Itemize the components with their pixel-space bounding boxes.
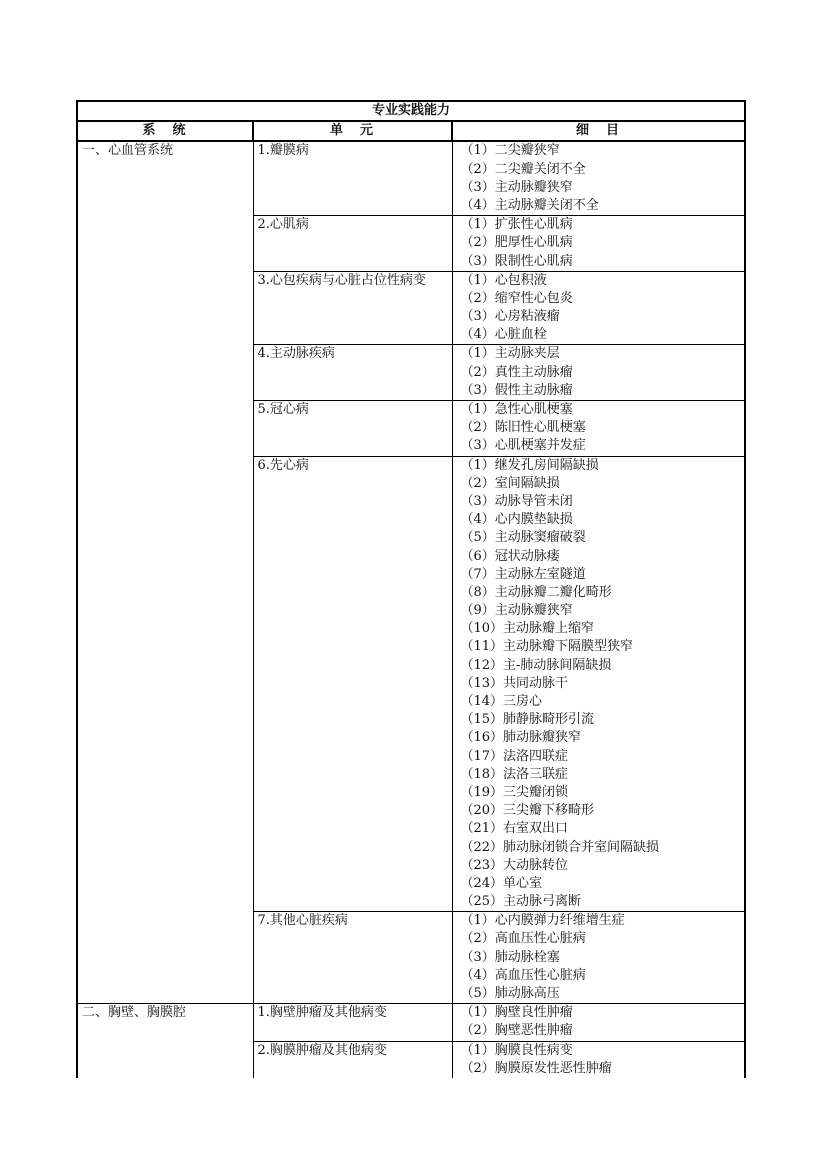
detail-item: （1）主动脉夹层 bbox=[460, 346, 560, 362]
detail-item: （5）主动脉窦瘤破裂 bbox=[460, 530, 586, 546]
detail-item: （7）主动脉左室隧道 bbox=[460, 566, 586, 582]
unit-cell: 1.瓣膜病 bbox=[253, 141, 452, 215]
detail-item: （4）高血压性心脏病 bbox=[460, 967, 586, 983]
detail-cell bbox=[452, 456, 745, 912]
syllabus-table bbox=[76, 100, 746, 1078]
header-unit: 单 元 bbox=[253, 121, 452, 141]
detail-item: （10）主动脉瓣上缩窄 bbox=[460, 621, 595, 637]
detail-cell bbox=[452, 141, 745, 215]
detail-item: （19）三尖瓣闭锁 bbox=[460, 784, 569, 800]
detail-cell bbox=[452, 1041, 745, 1078]
detail-cell bbox=[452, 271, 745, 345]
detail-item: （3）心房粘液瘤 bbox=[460, 309, 560, 325]
detail-item: （1）二尖瓣狭窄 bbox=[460, 143, 560, 159]
detail-item: （1）心包积液 bbox=[460, 272, 547, 288]
detail-item: （20）三尖瓣下移畸形 bbox=[460, 803, 595, 819]
unit-cell: 4.主动脉疾病 bbox=[253, 345, 452, 401]
detail-item: （15）肺静脉畸形引流 bbox=[460, 712, 595, 728]
detail-item: （1）扩张性心肌病 bbox=[460, 217, 573, 233]
detail-item: （3）假性主动脉瘤 bbox=[460, 382, 573, 398]
detail-item: （2）真性主动脉瘤 bbox=[460, 364, 573, 380]
detail-item: （21）右室双出口 bbox=[460, 821, 569, 837]
detail-item: （1）继发孔房间隔缺损 bbox=[460, 457, 599, 473]
unit-cell: 3.心包疾病与心脏占位性病变 bbox=[253, 271, 452, 345]
detail-item: （12）主-肺动脉间隔缺损 bbox=[460, 657, 612, 673]
syllabus-sheet bbox=[76, 100, 744, 1078]
detail-item: （2）胸膜原发性恶性肿瘤 bbox=[460, 1060, 612, 1076]
detail-cell bbox=[452, 345, 745, 401]
header-detail: 细 目 bbox=[452, 121, 745, 141]
detail-item: （24）单心室 bbox=[460, 875, 543, 891]
detail-cell bbox=[452, 216, 745, 272]
detail-item: （18）法洛三联症 bbox=[460, 766, 569, 782]
unit-cell: 2.胸膜肿瘤及其他病变 bbox=[253, 1041, 452, 1078]
detail-item: （8）主动脉瓣二瓣化畸形 bbox=[460, 584, 612, 600]
detail-item: （3）动脉导管未闭 bbox=[460, 493, 573, 509]
detail-item: （3）限制性心肌病 bbox=[460, 253, 573, 269]
detail-item: （25）主动脉弓离断 bbox=[460, 894, 582, 910]
detail-item: （14）三房心 bbox=[460, 694, 543, 710]
detail-item: （1）胸壁良性肿瘤 bbox=[460, 1005, 573, 1021]
detail-item: （4）心脏血栓 bbox=[460, 327, 547, 343]
table-title: 专业实践能力 bbox=[77, 101, 745, 121]
detail-cell bbox=[452, 912, 745, 1004]
detail-item: （13）共同动脉干 bbox=[460, 675, 569, 691]
detail-item: （2）二尖瓣关闭不全 bbox=[460, 161, 586, 177]
detail-item: （11）主动脉瓣下隔膜型狭窄 bbox=[460, 639, 634, 655]
unit-cell: 7.其他心脏疾病 bbox=[253, 912, 452, 1004]
detail-item: （2）室间隔缺损 bbox=[460, 475, 560, 491]
detail-cell bbox=[452, 401, 745, 457]
unit-cell: 2.心肌病 bbox=[253, 216, 452, 272]
detail-item: （2）高血压性心脏病 bbox=[460, 931, 586, 947]
detail-item: （3）肺动脉栓塞 bbox=[460, 949, 560, 965]
table-row bbox=[77, 141, 745, 215]
unit-cell: 6.先心病 bbox=[253, 456, 452, 912]
detail-item: （9）主动脉瓣狭窄 bbox=[460, 603, 573, 619]
detail-item: （22）肺动脉闭锁合并室间隔缺损 bbox=[460, 839, 660, 855]
detail-item: （5）肺动脉高压 bbox=[460, 986, 560, 1002]
system-cell: 二、胸壁、胸膜腔 bbox=[77, 1004, 253, 1078]
unit-cell: 1.胸壁肿瘤及其他病变 bbox=[253, 1004, 452, 1041]
header-system: 系 统 bbox=[77, 121, 253, 141]
detail-item: （3）心肌梗塞并发症 bbox=[460, 438, 586, 454]
detail-item: （2）陈旧性心肌梗塞 bbox=[460, 420, 586, 436]
detail-item: （16）肺动脉瓣狭窄 bbox=[460, 730, 582, 746]
detail-item: （4）主动脉瓣关闭不全 bbox=[460, 197, 599, 213]
unit-cell: 5.冠心病 bbox=[253, 401, 452, 457]
detail-item: （3）主动脉瓣狭窄 bbox=[460, 179, 573, 195]
table-row bbox=[77, 1004, 745, 1041]
detail-item: （1）心内膜弹力纤维增生症 bbox=[460, 913, 625, 929]
detail-item: （1）胸膜良性病变 bbox=[460, 1042, 573, 1058]
detail-item: （2）缩窄性心包炎 bbox=[460, 290, 573, 306]
table-body bbox=[77, 141, 745, 1078]
detail-item: （17）法洛四联症 bbox=[460, 748, 569, 764]
system-cell: 一、心血管系统 bbox=[77, 141, 253, 1003]
detail-item: （2）肥厚性心肌病 bbox=[460, 235, 573, 251]
detail-item: （4）心内膜垫缺损 bbox=[460, 512, 573, 528]
detail-item: （1）急性心肌梗塞 bbox=[460, 402, 573, 418]
detail-item: （6）冠状动脉瘘 bbox=[460, 548, 560, 564]
detail-cell bbox=[452, 1004, 745, 1041]
detail-item: （23）大动脉转位 bbox=[460, 857, 569, 873]
detail-item: （2）胸壁恶性肿瘤 bbox=[460, 1023, 573, 1039]
